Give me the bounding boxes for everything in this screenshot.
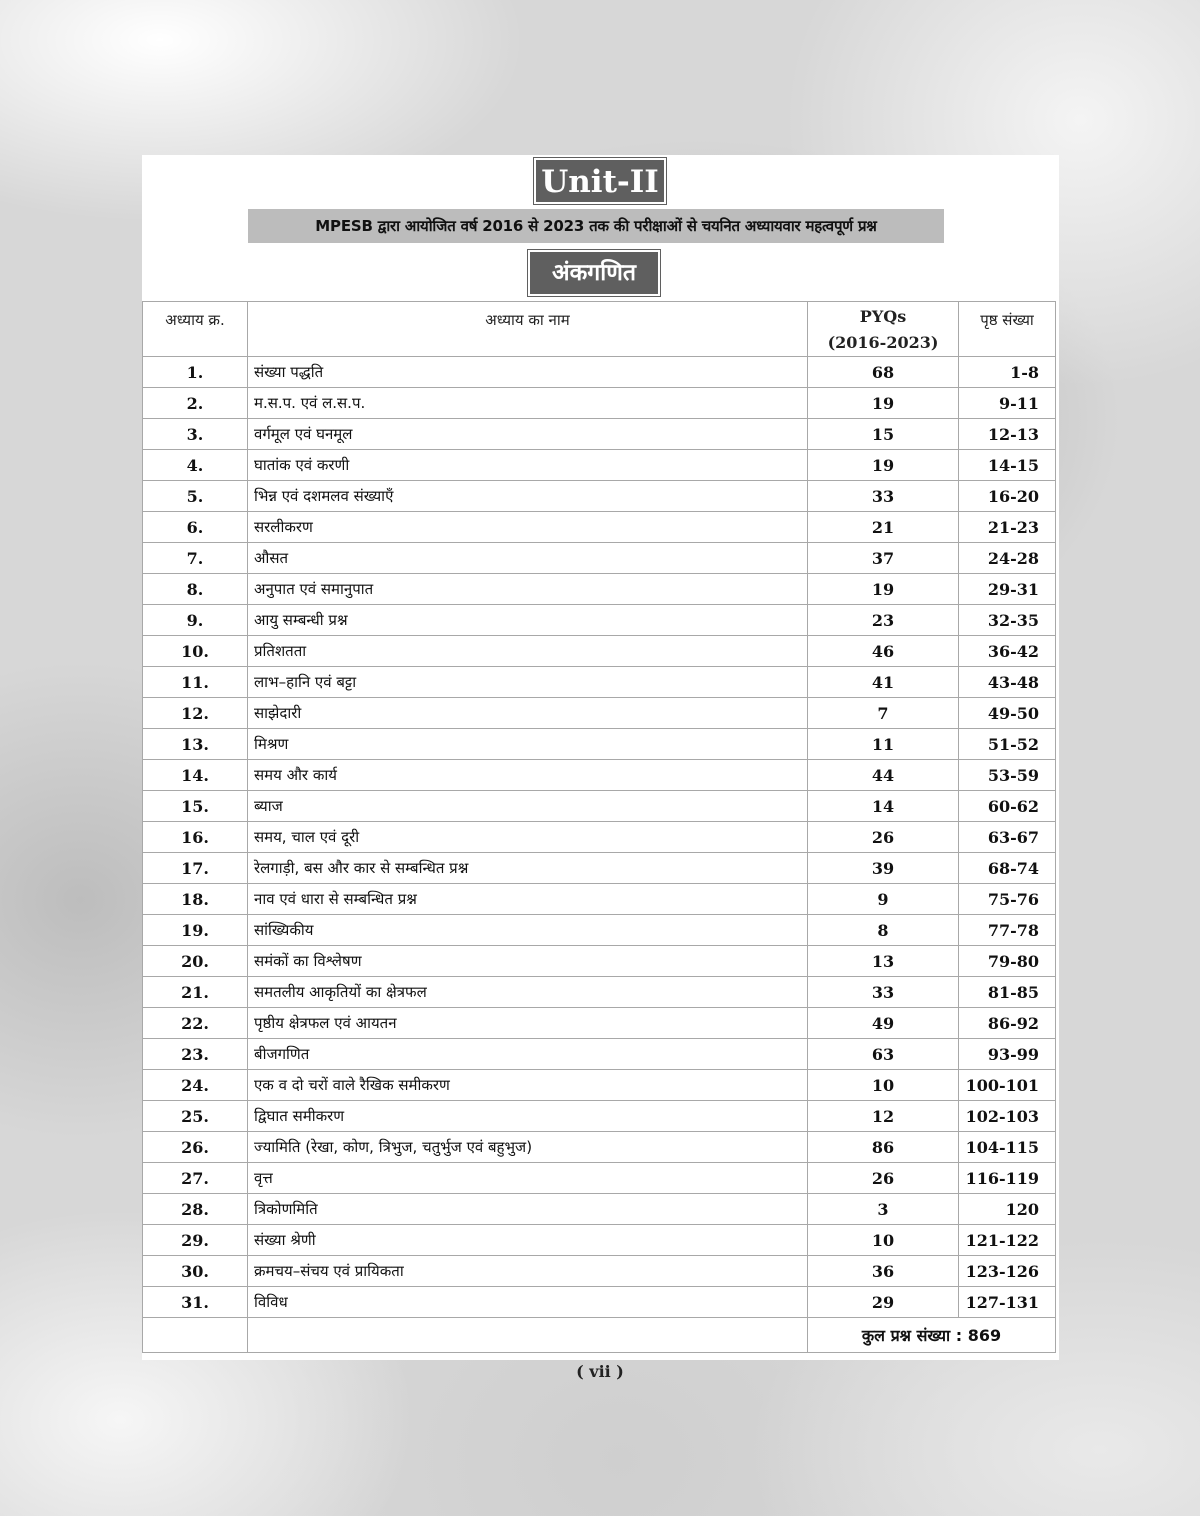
header-pyqs <box>808 302 959 357</box>
chapter-number: 3. <box>143 419 248 450</box>
table-row <box>143 698 1056 729</box>
chapter-name: पृष्ठीय क्षेत्रफल एवं आयतन <box>248 1008 808 1039</box>
pyq-count: 8 <box>808 915 959 946</box>
pyq-count: 14 <box>808 791 959 822</box>
chapter-name: सरलीकरण <box>248 512 808 543</box>
pyq-count: 63 <box>808 1039 959 1070</box>
table-row <box>143 636 1056 667</box>
pyq-count: 33 <box>808 977 959 1008</box>
pyq-count: 68 <box>808 357 959 388</box>
chapter-number: 30. <box>143 1256 248 1287</box>
page-range: 121-122 <box>959 1225 1056 1256</box>
table-row <box>143 357 1056 388</box>
pyq-count: 36 <box>808 1256 959 1287</box>
pyq-count: 10 <box>808 1225 959 1256</box>
pyq-count: 26 <box>808 1163 959 1194</box>
total-empty-cell <box>143 1318 248 1353</box>
page-range: 116-119 <box>959 1163 1056 1194</box>
table-row <box>143 1163 1056 1194</box>
chapter-number: 7. <box>143 543 248 574</box>
chapter-number: 17. <box>143 853 248 884</box>
chapter-number: 9. <box>143 605 248 636</box>
chapter-name: लाभ–हानि एवं बट्टा <box>248 667 808 698</box>
pyq-count: 15 <box>808 419 959 450</box>
pyq-count: 39 <box>808 853 959 884</box>
page-range: 24-28 <box>959 543 1056 574</box>
table-row <box>143 1225 1056 1256</box>
chapter-number: 29. <box>143 1225 248 1256</box>
chapter-name: ब्याज <box>248 791 808 822</box>
page-range: 63-67 <box>959 822 1056 853</box>
page-range: 104-115 <box>959 1132 1056 1163</box>
page-range: 14-15 <box>959 450 1056 481</box>
table-row <box>143 450 1056 481</box>
table-header-row <box>143 302 1056 357</box>
chapter-name: औसत <box>248 543 808 574</box>
pyq-count: 7 <box>808 698 959 729</box>
pyq-count: 46 <box>808 636 959 667</box>
page-range: 32-35 <box>959 605 1056 636</box>
chapter-name: समय, चाल एवं दूरी <box>248 822 808 853</box>
chapter-number: 8. <box>143 574 248 605</box>
page-range: 79-80 <box>959 946 1056 977</box>
chapter-number: 13. <box>143 729 248 760</box>
page-number: ( vii ) <box>576 1362 624 1381</box>
chapter-number: 11. <box>143 667 248 698</box>
content-panel <box>142 155 1059 1360</box>
chapter-number: 14. <box>143 760 248 791</box>
chapter-name: म.स.प. एवं ल.स.प. <box>248 388 808 419</box>
table-row <box>143 388 1056 419</box>
table-row <box>143 791 1056 822</box>
header-chapter-name: अध्याय का नाम <box>248 302 808 357</box>
chapter-name: रेलगाड़ी, बस और कार से सम्बन्धित प्रश्न <box>248 853 808 884</box>
table-body <box>143 357 1056 1318</box>
table-row <box>143 1256 1056 1287</box>
chapter-name: प्रतिशतता <box>248 636 808 667</box>
chapter-number: 12. <box>143 698 248 729</box>
page-range: 12-13 <box>959 419 1056 450</box>
page-range: 75-76 <box>959 884 1056 915</box>
chapter-number: 10. <box>143 636 248 667</box>
chapter-name: नाव एवं धारा से सम्बन्धित प्रश्न <box>248 884 808 915</box>
page-range: 9-11 <box>959 388 1056 419</box>
page-range: 102-103 <box>959 1101 1056 1132</box>
page-range: 43-48 <box>959 667 1056 698</box>
table-row <box>143 667 1056 698</box>
chapter-number: 4. <box>143 450 248 481</box>
table-row <box>143 729 1056 760</box>
pyq-count: 86 <box>808 1132 959 1163</box>
chapter-number: 19. <box>143 915 248 946</box>
chapter-number: 24. <box>143 1070 248 1101</box>
pyq-count: 10 <box>808 1070 959 1101</box>
table-row <box>143 605 1056 636</box>
chapter-number: 22. <box>143 1008 248 1039</box>
section-title: अंकगणित <box>528 250 660 296</box>
pyq-count: 12 <box>808 1101 959 1132</box>
page-range: 81-85 <box>959 977 1056 1008</box>
chapter-name: अनुपात एवं समानुपात <box>248 574 808 605</box>
chapter-number: 2. <box>143 388 248 419</box>
chapter-number: 23. <box>143 1039 248 1070</box>
page-range: 93-99 <box>959 1039 1056 1070</box>
pyq-count: 19 <box>808 574 959 605</box>
page-range: 86-92 <box>959 1008 1056 1039</box>
chapter-number: 1. <box>143 357 248 388</box>
chapter-number: 26. <box>143 1132 248 1163</box>
table-row <box>143 946 1056 977</box>
table-row <box>143 543 1056 574</box>
table-row <box>143 481 1056 512</box>
chapter-name: विविध <box>248 1287 808 1318</box>
pyq-count: 21 <box>808 512 959 543</box>
header-pyqs-label: PYQs <box>859 307 907 326</box>
pyq-count: 9 <box>808 884 959 915</box>
table-row <box>143 822 1056 853</box>
page-range: 53-59 <box>959 760 1056 791</box>
chapter-name: संख्या पद्धति <box>248 357 808 388</box>
chapter-name: वृत्त <box>248 1163 808 1194</box>
chapter-name: एक व दो चरों वाले रैखिक समीकरण <box>248 1070 808 1101</box>
pyq-count: 19 <box>808 450 959 481</box>
page-range: 36-42 <box>959 636 1056 667</box>
pyq-count: 13 <box>808 946 959 977</box>
page-range: 60-62 <box>959 791 1056 822</box>
page-range: 29-31 <box>959 574 1056 605</box>
chapter-number: 25. <box>143 1101 248 1132</box>
total-row <box>143 1318 1056 1353</box>
table-row <box>143 1287 1056 1318</box>
page-range: 49-50 <box>959 698 1056 729</box>
chapter-name: वर्गमूल एवं घनमूल <box>248 419 808 450</box>
page-subtitle: MPESB द्वारा आयोजित वर्ष 2016 से 2023 तक की परीक्षाओं से चयनित अध्यायवार महत्वपूर्ण प्रश्न <box>248 209 944 243</box>
table-row <box>143 977 1056 1008</box>
table-row <box>143 1101 1056 1132</box>
pyq-count: 49 <box>808 1008 959 1039</box>
chapter-name: भिन्न एवं दशमलव संख्याएँ <box>248 481 808 512</box>
table-row <box>143 884 1056 915</box>
table-row <box>143 574 1056 605</box>
table-row <box>143 1039 1056 1070</box>
table-row <box>143 853 1056 884</box>
table-row <box>143 1008 1056 1039</box>
unit-title: Unit-II <box>534 158 666 204</box>
chapter-number: 15. <box>143 791 248 822</box>
header-pyqs-years: (2016-2023) <box>827 333 939 352</box>
chapter-name: द्विघात समीकरण <box>248 1101 808 1132</box>
pyq-count: 33 <box>808 481 959 512</box>
chapter-number: 27. <box>143 1163 248 1194</box>
page-range: 100-101 <box>959 1070 1056 1101</box>
chapter-number: 5. <box>143 481 248 512</box>
table-row <box>143 1070 1056 1101</box>
total-empty-cell <box>248 1318 808 1353</box>
chapter-number: 31. <box>143 1287 248 1318</box>
pyq-count: 37 <box>808 543 959 574</box>
table-row <box>143 419 1056 450</box>
chapter-name: संख्या श्रेणी <box>248 1225 808 1256</box>
chapter-number: 20. <box>143 946 248 977</box>
table-row <box>143 915 1056 946</box>
pyq-count: 23 <box>808 605 959 636</box>
page-range: 127-131 <box>959 1287 1056 1318</box>
chapter-name: त्रिकोणमिति <box>248 1194 808 1225</box>
chapter-name: समय और कार्य <box>248 760 808 791</box>
chapter-number: 6. <box>143 512 248 543</box>
chapter-number: 21. <box>143 977 248 1008</box>
page-range: 77-78 <box>959 915 1056 946</box>
pyq-count: 11 <box>808 729 959 760</box>
chapter-name: आयु सम्बन्धी प्रश्न <box>248 605 808 636</box>
chapter-name: घातांक एवं करणी <box>248 450 808 481</box>
chapter-name: बीजगणित <box>248 1039 808 1070</box>
page-range: 1-8 <box>959 357 1056 388</box>
header-page-no: पृष्ठ संख्या <box>959 302 1056 357</box>
page-range: 123-126 <box>959 1256 1056 1287</box>
pyq-count: 29 <box>808 1287 959 1318</box>
chapter-name: क्रमचय–संचय एवं प्रायिकता <box>248 1256 808 1287</box>
page-range: 51-52 <box>959 729 1056 760</box>
chapter-name: सांख्यिकीय <box>248 915 808 946</box>
chapter-number: 16. <box>143 822 248 853</box>
header-chapter-no: अध्याय क्र. <box>143 302 248 357</box>
page-range: 16-20 <box>959 481 1056 512</box>
page-range: 21-23 <box>959 512 1056 543</box>
pyq-count: 3 <box>808 1194 959 1225</box>
pyq-count: 19 <box>808 388 959 419</box>
total-questions: कुल प्रश्न संख्या : 869 <box>808 1318 1056 1353</box>
page-range: 68-74 <box>959 853 1056 884</box>
chapter-name: मिश्रण <box>248 729 808 760</box>
table-row <box>143 1132 1056 1163</box>
table-row <box>143 512 1056 543</box>
chapter-number: 18. <box>143 884 248 915</box>
chapter-name: ज्यामिति (रेखा, कोण, त्रिभुज, चतुर्भुज एवं बहुभुज) <box>248 1132 808 1163</box>
chapter-table <box>142 301 1056 1353</box>
chapter-name: साझेदारी <box>248 698 808 729</box>
chapter-name: समतलीय आकृतियों का क्षेत्रफल <box>248 977 808 1008</box>
pyq-count: 26 <box>808 822 959 853</box>
pyq-count: 41 <box>808 667 959 698</box>
chapter-number: 28. <box>143 1194 248 1225</box>
page-range: 120 <box>959 1194 1056 1225</box>
table-row <box>143 1194 1056 1225</box>
chapter-name: समंकों का विश्लेषण <box>248 946 808 977</box>
table-row <box>143 760 1056 791</box>
pyq-count: 44 <box>808 760 959 791</box>
